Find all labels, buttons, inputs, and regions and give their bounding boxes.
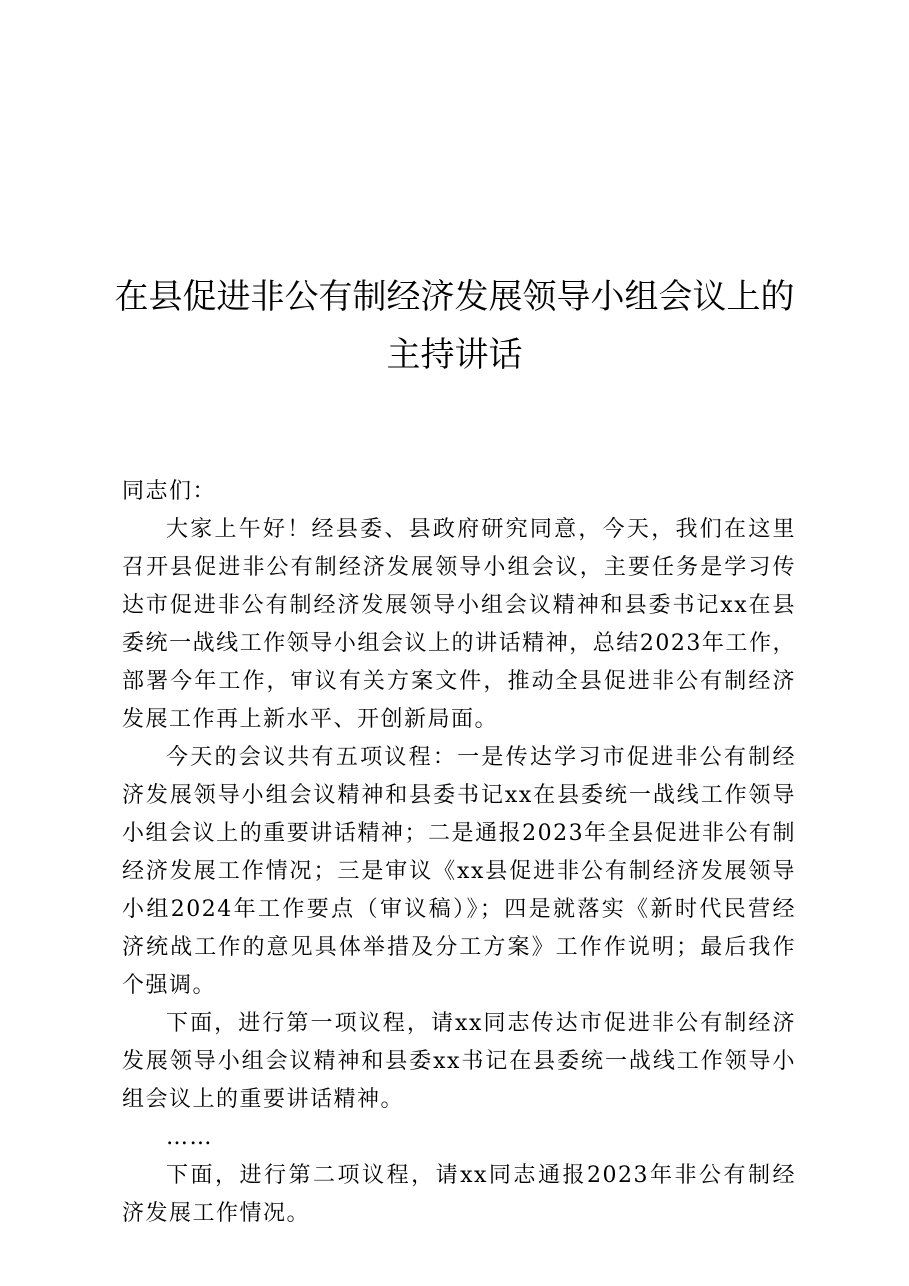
paragraph-opening: 大家上午好！经县委、县政府研究同意，今天，我们在这里召开县促进非公有制经济发展领导小组会议，主要任务是学习传达市促进非公有制经济发展领导小组会议精神和县委书记xx在县委统一战线工作领导小组会议上的讲话精神，总结2023年工作，部署今年工作，审议有关方案文件，推动全县促进非公有制经济发展工作再上新水平、开创新局面。	[122, 517, 796, 732]
salutation: 同志们：	[122, 479, 217, 504]
ellipsis: ……	[166, 1125, 213, 1150]
title-line-1: 在县促进非公有制经济发展领导小组会议上的	[114, 277, 795, 317]
paragraph-first-item: 下面，进行第一项议程，请xx同志传达市促进非公有制经济发展领导小组会议精神和县委xx书记在县委统一战线工作领导小组会议上的重要讲话精神。	[122, 1011, 796, 1112]
document-title	[100, 268, 809, 384]
title-line-2: 主持讲话	[386, 335, 523, 375]
document-body	[122, 473, 796, 1233]
paragraph-agenda: 今天的会议共有五项议程：一是传达学习市促进非公有制经济发展领导小组会议精神和县委书记xx在县委统一战线工作领导小组会议上的重要讲话精神；二是通报2023年全县促进非公有制经济发展工作情况；三是审议《xx县促进非公有制经济发展领导小组2024年工作要点（审议稿）》；四是就落实《新时代民营经济统战工作的意见具体举措及分工方案》工作作说明；最后我作个强调。	[122, 745, 796, 998]
paragraph-second-item: 下面，进行第二项议程，请xx同志通报2023年非公有制经济发展工作情况。	[122, 1163, 796, 1226]
